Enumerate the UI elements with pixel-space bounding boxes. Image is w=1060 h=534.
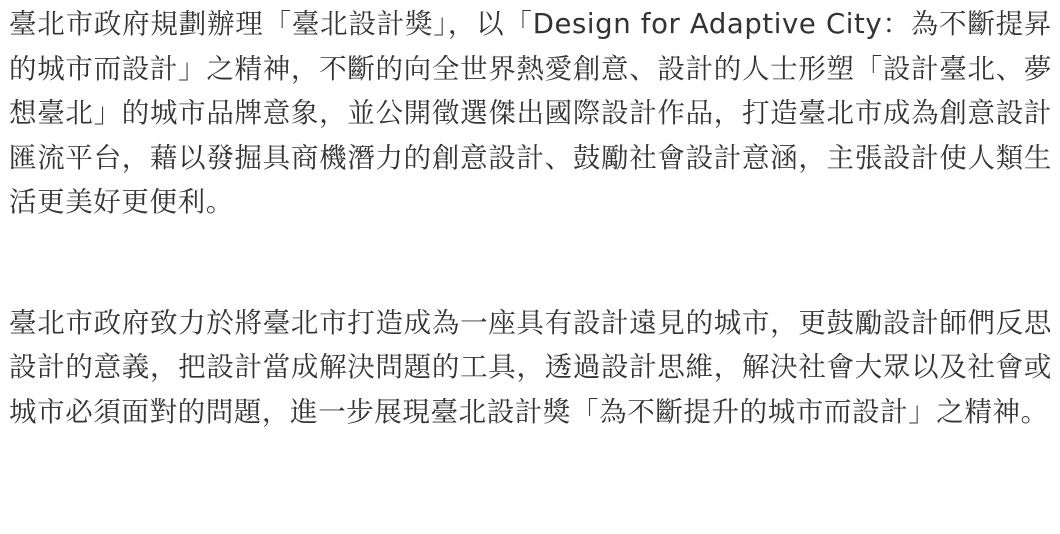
paragraph-design-award-intro: 臺北市政府規劃辦理「臺北設計獎」，以「Design for Adaptive City：為不斷提昇的城市而設計」之精神，不斷的向全世界熱愛創意、設計的人士形塑「設計臺北、夢想臺北」的城市品牌意象，並公開徵選傑出國際設計作品，打造臺北市成為創意設計匯流平台，藉以發掘具商機潛力的創意設計、鼓勵社會設計意涵，主張設計使人類生活更美好更便利。: [9, 8, 1052, 218]
paragraph-design-vision: 臺北市政府致力於將臺北市打造成為一座具有設計遠見的城市，更鼓勵設計師們反思設計的意義，把設計當成解決問題的工具，透過設計思維，解決社會大眾以及社會或城市必須面對的問題，進一步展現臺北設計獎「為不斷提升的城市而設計」之精神。: [9, 306, 1052, 428]
article-body: [0, 2, 1060, 534]
